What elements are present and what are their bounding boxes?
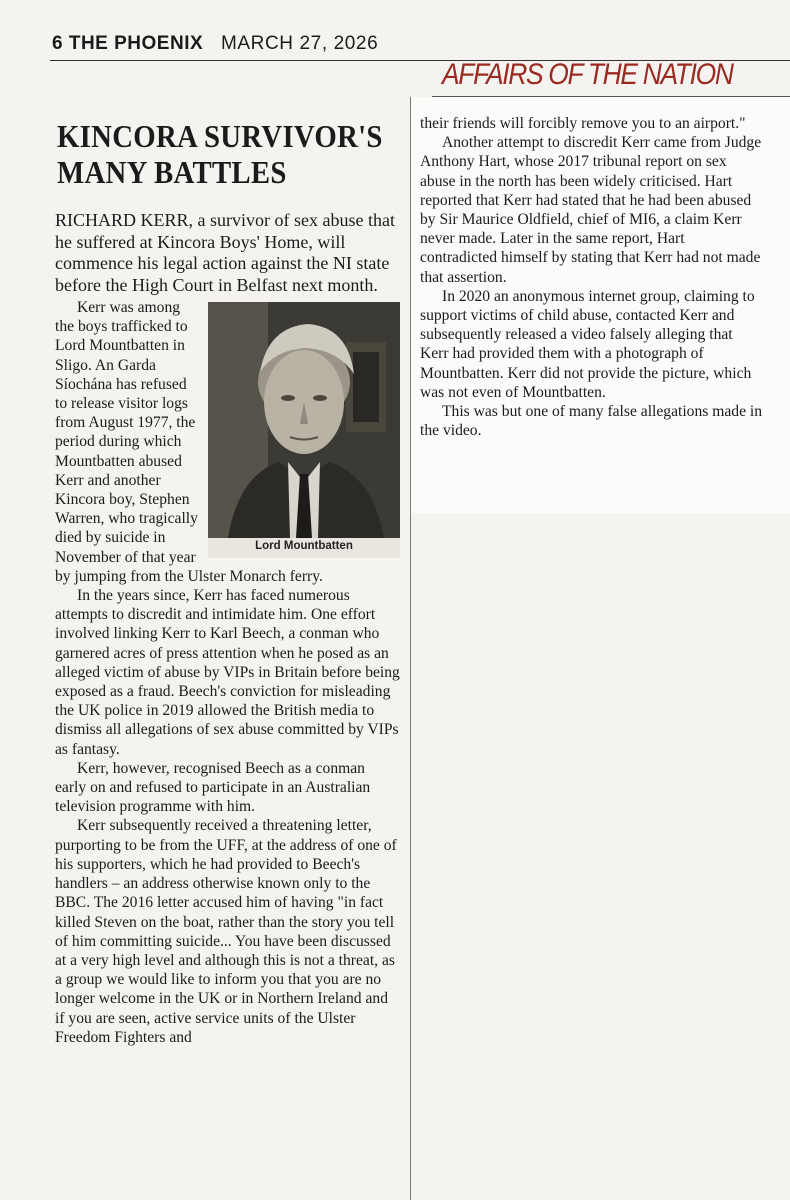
paragraph-2: In the years since, Kerr has faced numerous attempts to discredit and intimidate him. One effort involved linking Kerr to Karl Beech, a conman who garnered acres of press attention when he posed as an alleged victim of abuse by VIPs in Britain before being exposed as a fraud. Beech's conviction for misleading the UK police in 2019 allowed the British media to dismiss all allegations of sex abuse committed by VIPs as fantasy. — [55, 587, 400, 758]
publication-name: THE PHOENIX — [68, 33, 204, 54]
headline-line-1: KINCORA SURVIVOR'S — [57, 118, 383, 154]
section-label: AFFAIRS OF THE NATION — [442, 58, 733, 91]
headline-line-2: MANY BATTLES — [57, 154, 287, 190]
article-lead: RICHARD KERR, a survivor of sex abuse that he suffered at Kincora Boys' Home, will commence his legal action against the NI state before the High Court in Belfast next month. — [55, 210, 395, 295]
page-header — [52, 33, 378, 55]
right-column — [420, 114, 765, 440]
column-divider — [410, 97, 411, 1200]
paragraph-3: Kerr, however, recognised Beech as a conman early on and refused to participate in an Australian television programme with him. — [55, 759, 371, 816]
left-column — [55, 118, 400, 1047]
continuation-text: their friends will forcibly remove you to an airport." — [420, 115, 746, 132]
photo-figure — [208, 302, 400, 558]
paragraph-6: In 2020 an anonymous internet group, claiming to support victims of child abuse, contacted Kerr and subsequently released a video falsely alleging that Kerr had provided them with a photograph of Mountbatten. Kerr did not provide the picture, which was not even of Mountbatten. — [420, 287, 755, 401]
article-headline — [57, 118, 399, 190]
photo-caption: Lord Mountbatten — [208, 538, 400, 558]
paragraph-4: Kerr subsequently received a threatening letter, purporting to be from the UFF, at the address of one of his supporters, which he had provided to Beech's handlers – an address otherwise known only to the BBC. The 2016 letter accused him of having "in fact killed Steven on the boat, rather than the story you tell of him committing suicide... You have been discussed at a very high level and although this is not a threat, as a group we would like to inform you that you are no longer welcome in the UK or in Northern Ireland and if you are seen, active service units of the Ulster Freedom Fighters and — [55, 817, 397, 1046]
paragraph-1: Kerr was among the boys trafficked to Lord Mountbatten in Sligo. An Garda Síochána has refused to release visitor logs from August 1977, the period during which Mountbatten abused Kerr and another Kincora boy, Stephen Warren, who tragically died by suicide in November of that year by jumping from the Ulster Monarch ferry. — [55, 299, 323, 585]
paragraph-7: This was but one of many false allegations made in the video. — [420, 403, 763, 440]
paragraph-5: Another attempt to discredit Kerr came from Judge Anthony Hart, whose 2017 tribunal report on sex abuse in the north has been widely criticised. Hart reported that Kerr had stated that he had been abused by Sir Maurice Oldfield, chief of MI6, a claim Kerr never made. Later in the same report, Hart contradicted himself by stating that Kerr had not made that assertion. — [420, 134, 762, 286]
portrait-photo — [208, 302, 400, 538]
issue-date: MARCH 27, 2026 — [220, 33, 379, 54]
page-number: 6 — [52, 33, 64, 54]
